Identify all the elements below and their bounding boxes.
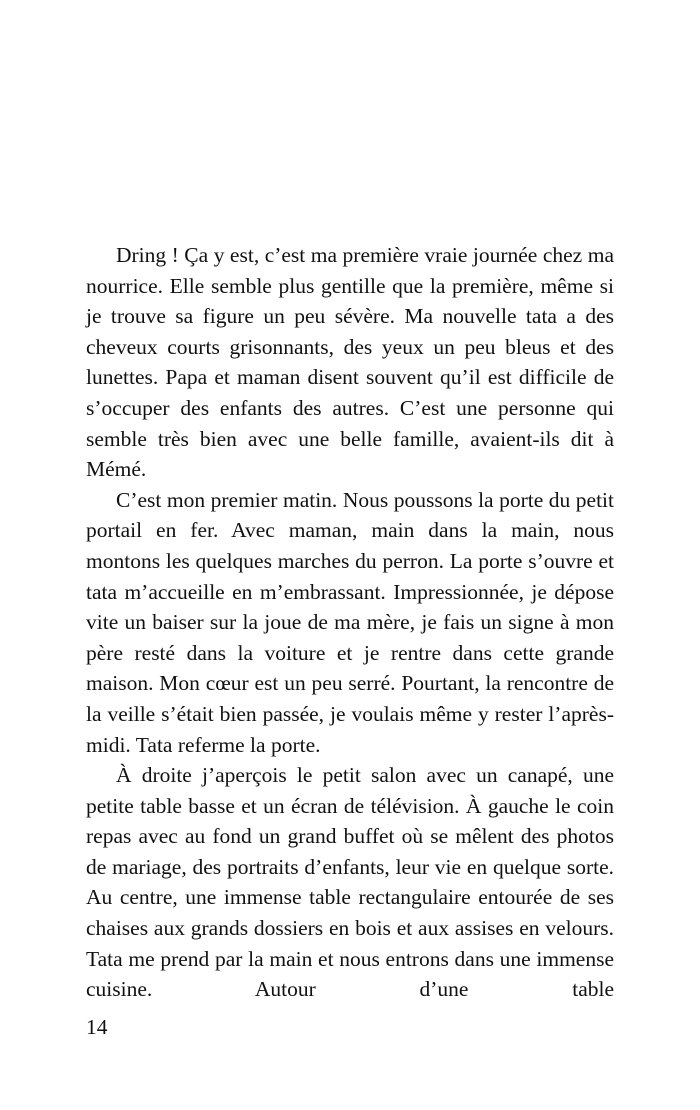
paragraph-1: Dring ! Ça y est, c’est ma première vraie journée chez ma nourrice. Elle semble plus gentille que la première, même si je trouve sa figure un peu sévère. Ma nouvelle tata a des cheveux courts grisonnants, des yeux un peu bleus et des lunettes. Papa et maman disent souvent qu’il est difficile de s’occuper des enfants des autres. C’est une personne qui semble très bien avec une belle famille, avaient-ils dit à Mémé.: [86, 243, 614, 482]
paragraph-2: C’est mon premier matin. Nous poussons la porte du petit portail en fer. Avec maman, main dans la main, nous montons les quelques marches du perron. La porte s’ouvre et tata m’accueille en m’embrassant. Impressionnée, je dépose vite un baiser sur la joue de ma mère, je fais un signe à mon père resté dans la voiture et je rentre dans cette grande maison. Mon cœur est un peu serré. Pourtant, la rencontre de la veille s’était bien passée, je voulais même y rester l’après-midi. Tata referme la porte.: [86, 487, 614, 757]
page-number: 14: [86, 1015, 108, 1039]
paragraph-3: À droite j’aperçois le petit salon avec un canapé, une petite table basse et un écran de télévision. À gauche le coin repas avec au fond un grand buffet où se mêlent des photos de mariage, des portraits d’enfants, leur vie en quelque sorte. Au centre, une immense table rectangulaire entourée de ses chaises aux grands dossiers en bois et aux assises en velours. Tata me prend par la main et nous entrons dans une immense cuisine. Autour d’une table: [86, 763, 614, 1002]
page-body: [86, 240, 614, 1005]
